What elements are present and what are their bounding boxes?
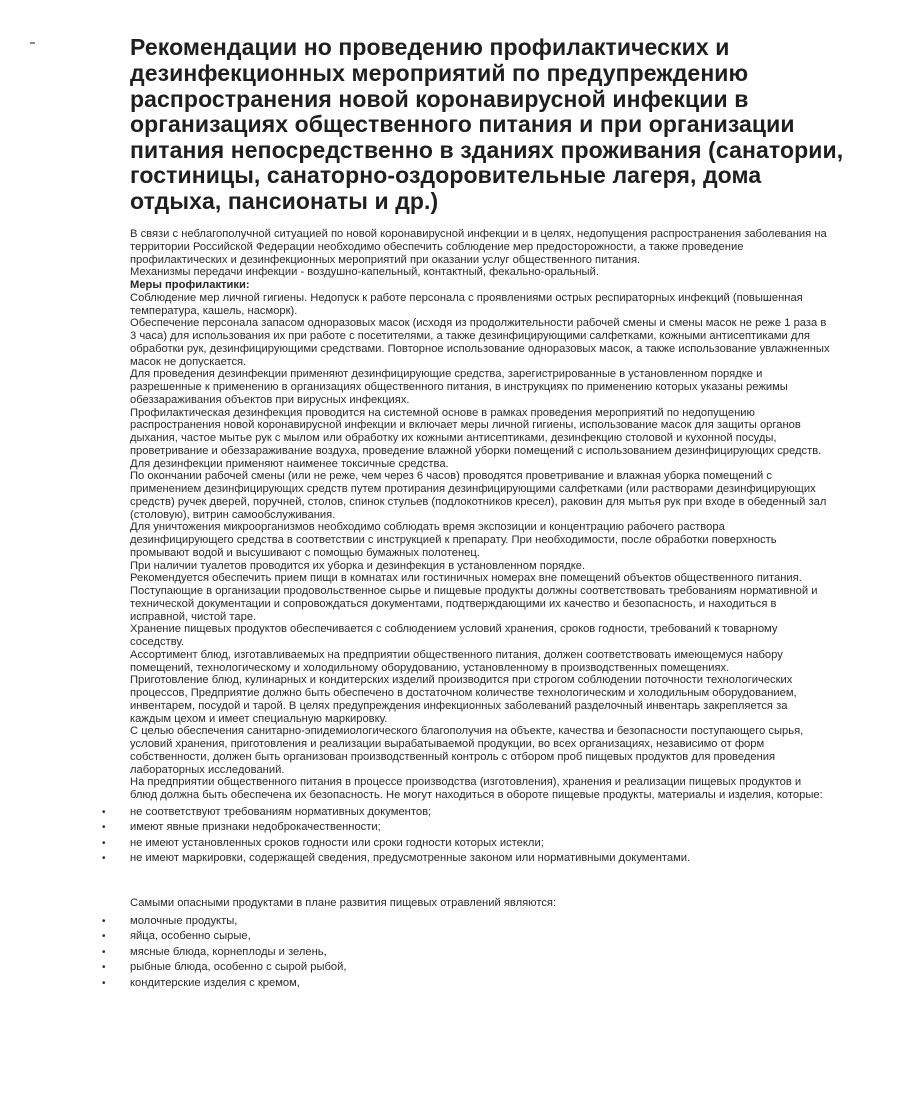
paragraph: Обеспечение персонала запасом одноразовых масок (исходя из продолжительности рабочей смены и смены масок не реже 1 раза в 3 часа) для использования их при работе с посетителями, а также дезинфицирующими салфетками, кожными антисептиками для обработки рук, дезинфицирующими средствами. Повторное использование одноразовых масок, а также использование увлажненных масок не допускается. bbox=[130, 317, 830, 368]
paragraph: По окончании рабочей смены (или не реже, чем через 6 часов) проводятся проветривание и влажная уборка помещений с применением дезинфицирующих средств путем протирания дезинфицирующими салфетками (или растворами дезинфицирующих средств) ручек дверей, поручней, столов, спинок стульев (подлокотников кресел), раковин для мытья рук при входе в обеденный зал (столовую), витрин самообслуживания. bbox=[130, 470, 827, 521]
dangerous-heading: Самыми опасными продуктами в плане развития пищевых отравлений являются: bbox=[130, 896, 557, 909]
list-item: • мясные блюда, корнеплоды и зелень, bbox=[130, 945, 830, 961]
list-item: • рыбные блюда, особенно с сырой рыбой, bbox=[130, 960, 830, 976]
document-title: Рекомендации но проведению профилактических и дезинфекционных мероприятий по предупреждению распространения новой коронавирусной инфекции в организациях общественного питания и при организации питания непосредственно в зданиях проживания (санатории, гостиницы, санаторно-оздоровительные лагеря, дома отдыха, пансионаты и др.) bbox=[130, 34, 844, 214]
bullet-icon: • bbox=[102, 853, 106, 865]
paragraph: Хранение пищевых продуктов обеспечивается с соблюдением условий хранения, сроков годности, требований к товарному соседству. bbox=[130, 623, 778, 648]
paragraph: При наличии туалетов проводится их уборка и дезинфекция в установленном порядке. bbox=[130, 559, 586, 572]
bullet-icon: • bbox=[102, 962, 106, 973]
dangerous-products-section bbox=[102, 896, 830, 991]
list-item: • не имеют установленных сроков годности или сроки годности которых истекли; bbox=[130, 836, 830, 852]
list-item: • яйца, особенно сырые, bbox=[130, 929, 830, 945]
paragraph: Рекомендуется обеспечить прием пищи в комнатах или гостиничных номерах вне помещений объектов общественного питания. bbox=[130, 572, 802, 585]
bullet-icon: • bbox=[102, 822, 106, 834]
scan-mark bbox=[30, 42, 35, 44]
intro-paragraph: Механизмы передачи инфекции - воздушно-капельный, контактный, фекально-оральный. bbox=[130, 266, 599, 279]
paragraph: С целью обеспечения санитарно-эпидемиологического благополучия на объекте, качества и безопасности поступающего сырья, условий хранения, приготовления и реализации вырабатываемой продукции, во всех организациях, независимо от форм собственности, должен быть организован производственный контроль с отбором проб пищевых продуктов для проведения лабораторных исследований. bbox=[130, 725, 804, 776]
list-item: • не соответствуют требованиям нормативных документов; bbox=[130, 805, 830, 821]
document-body bbox=[102, 228, 830, 991]
dangerous-list bbox=[102, 914, 830, 992]
paragraph: Для уничтожения микроорганизмов необходимо соблюдать время экспозиции и концентрацию рабочего раствора дезинфицирующего средства в соответствии с инструкцией к препарату. При необходимости, после обработки поверхность промывают водой и высушивают с помощью бумажных полотенец. bbox=[130, 521, 777, 559]
paragraph: Для проведения дезинфекции применяют дезинфицирующие средства, зарегистрированные в установленном порядке и разрешенные к применению в организациях общественного питания, в инструкциях по применению которых указаны режимы обеззараживания объектов при вирусных инфекциях. bbox=[130, 368, 788, 406]
paragraph: Профилактическая дезинфекция проводится на системной основе в рамках проведения мероприятий по недопущению распространения новой коронавирусной инфекции и включает меры личной гигиены, использование масок для защиты органов дыхания, частое мытье рук с мылом или обработку их кожными антисептиками, дезинфекцию столовой и кухонной посуды, проветривание и обеззараживание воздуха, проведение влажной уборки помещений с использованием дезинфицирующих средств. Для дезинфекции применяют наименее токсичные средства. bbox=[130, 406, 822, 470]
list-item: • кондитерские изделия с кремом, bbox=[130, 976, 830, 992]
bullet-icon: • bbox=[102, 931, 106, 942]
intro-paragraph: В связи с неблагополучной ситуацией по новой коронавирусной инфекции и в целях, недопущения распространения заболевания на территории Российской Федерации необходимо обеспечить соблюдение мер предосторожности, а также проведение профилактических и дезинфекционных мероприятий при оказании услуг общественного питания. bbox=[130, 228, 827, 266]
bullet-icon: • bbox=[102, 837, 106, 849]
paragraph: Ассортимент блюд, изготавливаемых на предприятии общественного питания, должен соответствовать имеющемуся набору помещений, технологическому и холодильному оборудованию, установленному в производственных помещениях. bbox=[130, 648, 783, 674]
list-item: • не имеют маркировки, содержащей сведения, предусмотренные законом или нормативными документами. bbox=[130, 851, 830, 867]
paragraph: Поступающие в организации продовольственное сырье и пищевые продукты должны соответствовать требованиям нормативной и технической документации и сопровождаться документами, подтверждающими их качество и безопасность, и находиться в исправной, чистой таре. bbox=[130, 585, 818, 623]
prohibited-list bbox=[102, 805, 830, 867]
list-item: • молочные продукты, bbox=[130, 914, 830, 930]
bullet-icon: • bbox=[102, 977, 106, 989]
paragraph: Соблюдение мер личной гигиены. Недопуск к работе персонала с проявлениями острых респираторных инфекций (повышенная температура, кашель, насморк). bbox=[130, 291, 803, 317]
measures-heading: Меры профилактики: bbox=[130, 279, 250, 291]
paragraph: На предприятии общественного питания в процессе производства (изготовления), хранения и реализации пищевых продуктов и блюд должна быть обеспечена их безопасность. Не могут находиться в обороте пищевые продукты, материалы и изделия, которые: bbox=[130, 776, 823, 801]
list-item: • имеют явные признаки недоброкачественности; bbox=[130, 820, 830, 836]
bullet-icon: • bbox=[102, 915, 106, 927]
paragraph: Приготовление блюд, кулинарных и кондитерских изделий производится при строгом соблюдении поточности технологических процессов, Предприятие должно быть обеспечено в достаточном количестве технологическим и холодильным оборудованием, инвентарем, посудой и тарой. В целях предупреждения инфекционных заболеваний разделочный инвентарь закрепляется за каждым цехом и имеет специальную маркировку. bbox=[130, 674, 797, 725]
bullet-icon: • bbox=[102, 946, 106, 958]
bullet-icon: • bbox=[102, 806, 106, 818]
